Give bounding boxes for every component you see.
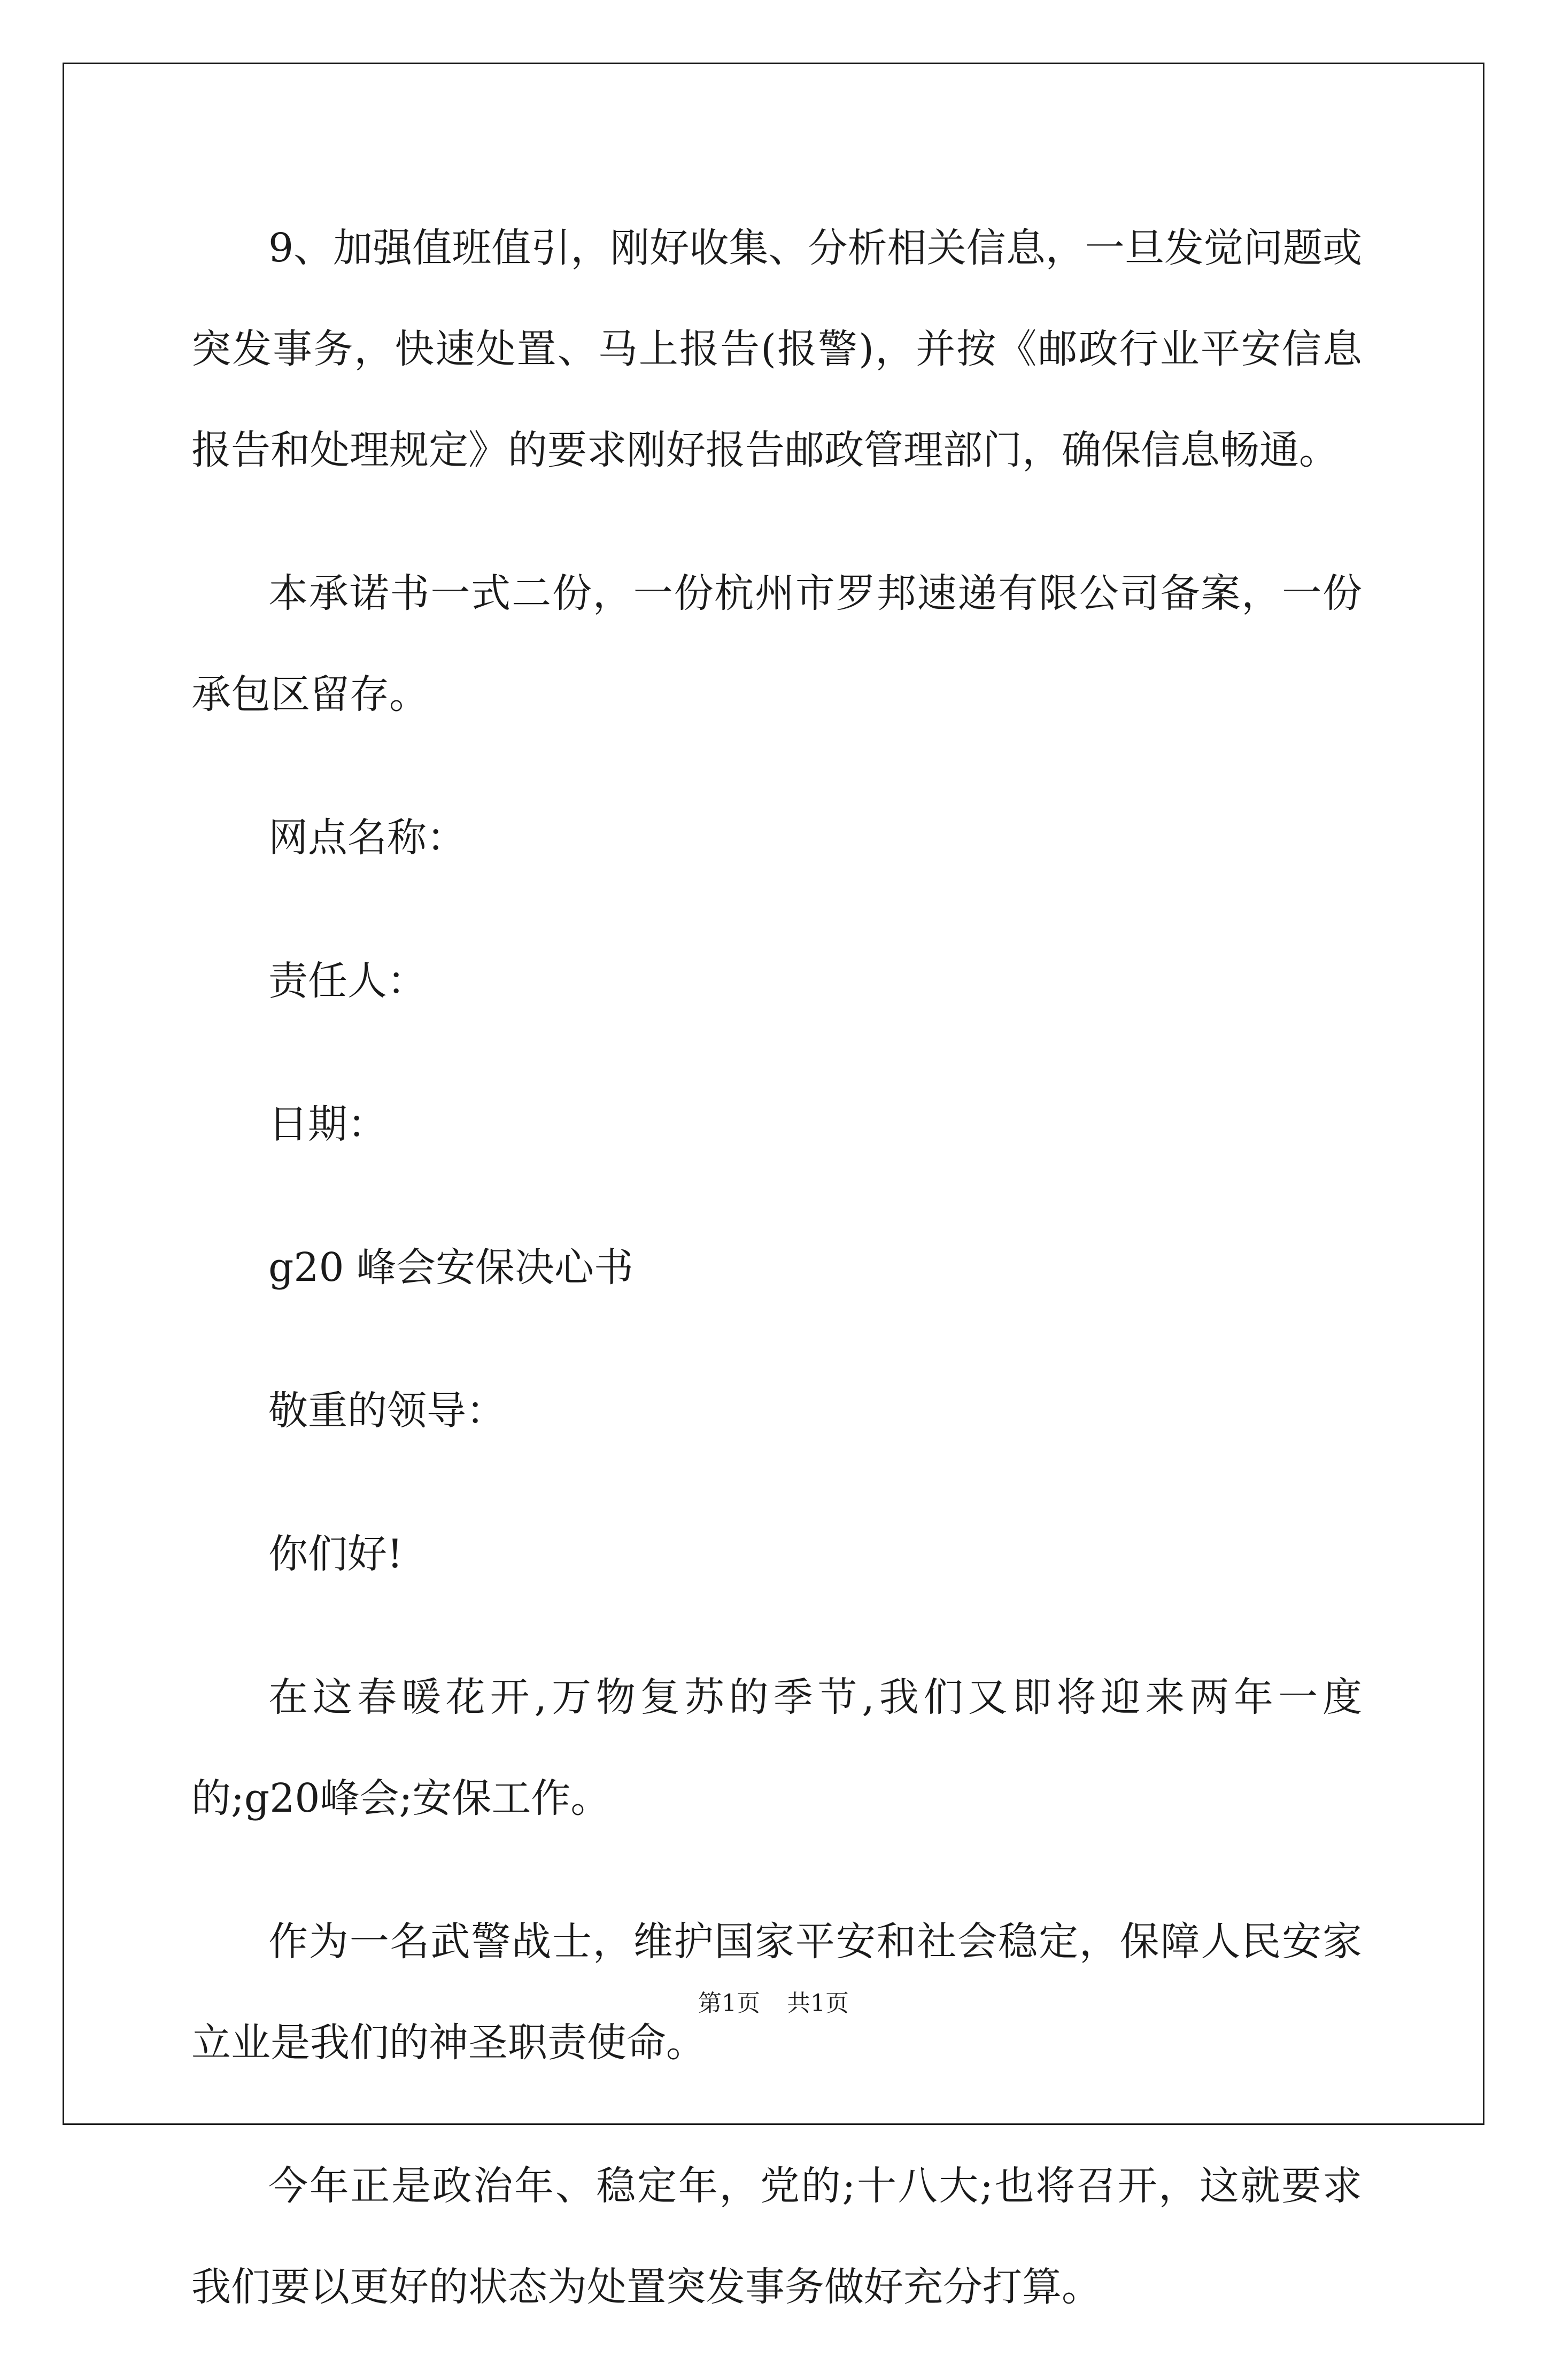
greeting: 你们好!	[268, 1531, 403, 1577]
page-number-total: 共1页	[787, 1990, 849, 2017]
paragraph-season: 在这春暖花开,万物复苏的季节,我们又即将迎来两年一度的;g20峰会;安保工作。	[191, 1674, 1362, 1821]
paragraph-political-year: 今年正是政治年、稳定年，党的;十八大;也将召开，这就要求我们要以更好的状态为处置突发事务做好充分打算。	[191, 2163, 1362, 2310]
paragraph-item-9: 9、加强值班值引，刚好收集、分析相关信息，一旦发觉问题或突发事务，快速处置、马上报告(报警)，并按《邮政行业平安信息报告和处理规定》的要求刚好报告邮政管理部门，确保信息畅通。	[191, 225, 1362, 473]
page-footer	[0, 1988, 1547, 2020]
page-number-current: 第1页	[698, 1990, 760, 2017]
paragraph-duty: 作为一名武警战士，维护国家平安和社会稳定，保障人民安家立业是我们的神圣职责使命。	[191, 1919, 1362, 2066]
section-title: g20 峰会安保决心书	[268, 1245, 634, 1291]
field-responsible-person: 责任人：	[268, 958, 427, 1004]
document-body	[191, 198, 1362, 2380]
field-date: 日期：	[268, 1101, 387, 1147]
field-outlet-name: 网点名称：	[268, 815, 466, 861]
paragraph-commitment-copies: 本承诺书一式二份，一份杭州市罗邦速递有限公司备案，一份承包区留存。	[191, 570, 1362, 717]
salutation: 敬重的领导：	[268, 1388, 506, 1434]
